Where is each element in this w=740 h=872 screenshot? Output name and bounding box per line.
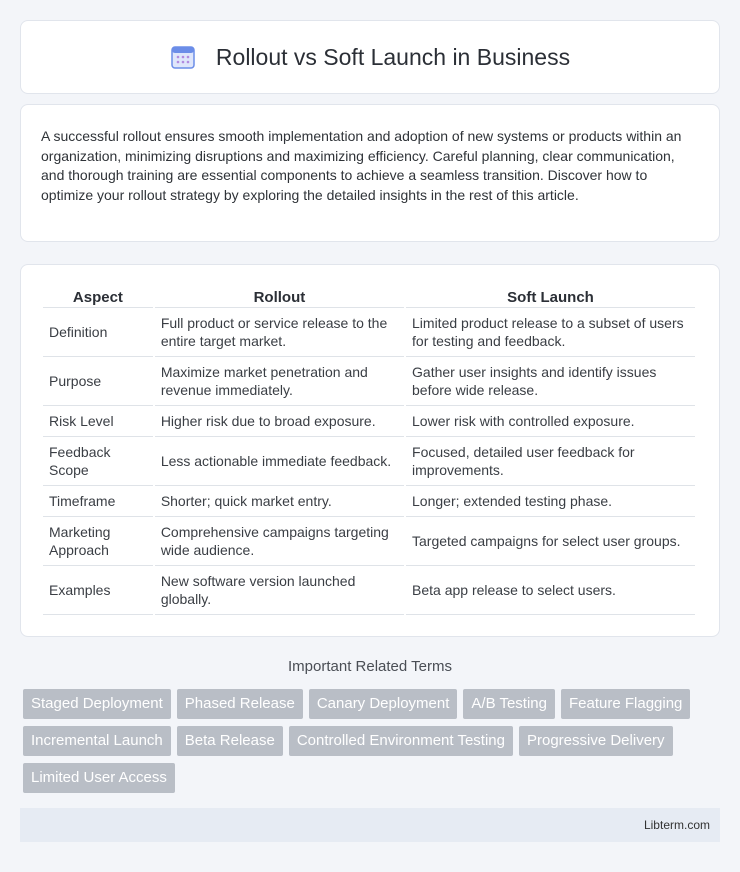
tag-limited-user-access[interactable]: Limited User Access [23, 763, 175, 793]
rollout-cell: New software version launched globally. [155, 566, 404, 615]
aspect-cell: Definition [43, 308, 153, 357]
aspect-cell: Purpose [43, 357, 153, 406]
rollout-cell: Full product or service release to the entire target market. [155, 308, 404, 357]
tag-phased-release[interactable]: Phased Release [177, 689, 303, 719]
table-row [43, 566, 695, 615]
tag-controlled-environment-testing[interactable]: Controlled Environment Testing [289, 726, 513, 756]
header-rollout: Rollout [155, 287, 404, 308]
tag-ab-testing[interactable]: A/B Testing [463, 689, 555, 719]
title-card [20, 20, 720, 94]
aspect-cell: Marketing Approach [43, 517, 153, 566]
table-row [43, 517, 695, 566]
related-terms-title: Important Related Terms [288, 658, 452, 675]
table-row [43, 308, 695, 357]
aspect-cell: Feedback Scope [43, 437, 153, 486]
rollout-cell: Comprehensive campaigns targeting wide audience. [155, 517, 404, 566]
footer-site-link[interactable]: Libterm.com [643, 818, 710, 832]
tag-beta-release[interactable]: Beta Release [177, 726, 283, 756]
soft-launch-cell: Focused, detailed user feedback for improvements. [406, 437, 695, 486]
rollout-cell: Higher risk due to broad exposure. [155, 406, 404, 437]
related-terms-section [20, 658, 720, 793]
table-row [43, 406, 695, 437]
soft-launch-cell: Longer; extended testing phase. [406, 486, 695, 517]
header-soft-launch: Soft Launch [406, 287, 695, 308]
aspect-cell: Risk Level [43, 406, 153, 437]
aspect-cell: Timeframe [43, 486, 153, 517]
tag-progressive-delivery[interactable]: Progressive Delivery [519, 726, 673, 756]
intro-card [20, 104, 720, 242]
page-title: Rollout vs Soft Launch in Business [215, 43, 571, 70]
soft-launch-cell: Targeted campaigns for select user groups. [406, 517, 695, 566]
soft-launch-cell: Limited product release to a subset of users for testing and feedback. [406, 308, 695, 357]
soft-launch-cell: Beta app release to select users. [406, 566, 695, 615]
related-terms-tags [20, 689, 720, 793]
comparison-table [41, 287, 697, 615]
intro-text: A successful rollout ensures smooth implementation and adoption of new systems or products within an organization, minimizing disruptions and maximizing efficiency. Careful planning, clear communication, and thorough training are essential components to achieve a seamless transition. Discover how to optimize your rollout strategy by exploring the detailed insights in the rest of this article. [41, 128, 682, 203]
tag-canary-deployment[interactable]: Canary Deployment [309, 689, 458, 719]
table-row [43, 437, 695, 486]
footer [20, 808, 720, 842]
header-aspect: Aspect [43, 287, 153, 308]
table-row [43, 357, 695, 406]
rollout-cell: Maximize market penetration and revenue immediately. [155, 357, 404, 406]
tag-incremental-launch[interactable]: Incremental Launch [23, 726, 171, 756]
rollout-cell: Shorter; quick market entry. [155, 486, 404, 517]
tag-feature-flagging[interactable]: Feature Flagging [561, 689, 690, 719]
rollout-cell: Less actionable immediate feedback. [155, 437, 404, 486]
tag-staged-deployment[interactable]: Staged Deployment [23, 689, 171, 719]
table-header-row [43, 287, 695, 308]
soft-launch-cell: Gather user insights and identify issues before wide release. [406, 357, 695, 406]
table-row [43, 486, 695, 517]
calendar-icon [170, 44, 196, 70]
aspect-cell: Examples [43, 566, 153, 615]
comparison-table-card [20, 264, 720, 637]
soft-launch-cell: Lower risk with controlled exposure. [406, 406, 695, 437]
